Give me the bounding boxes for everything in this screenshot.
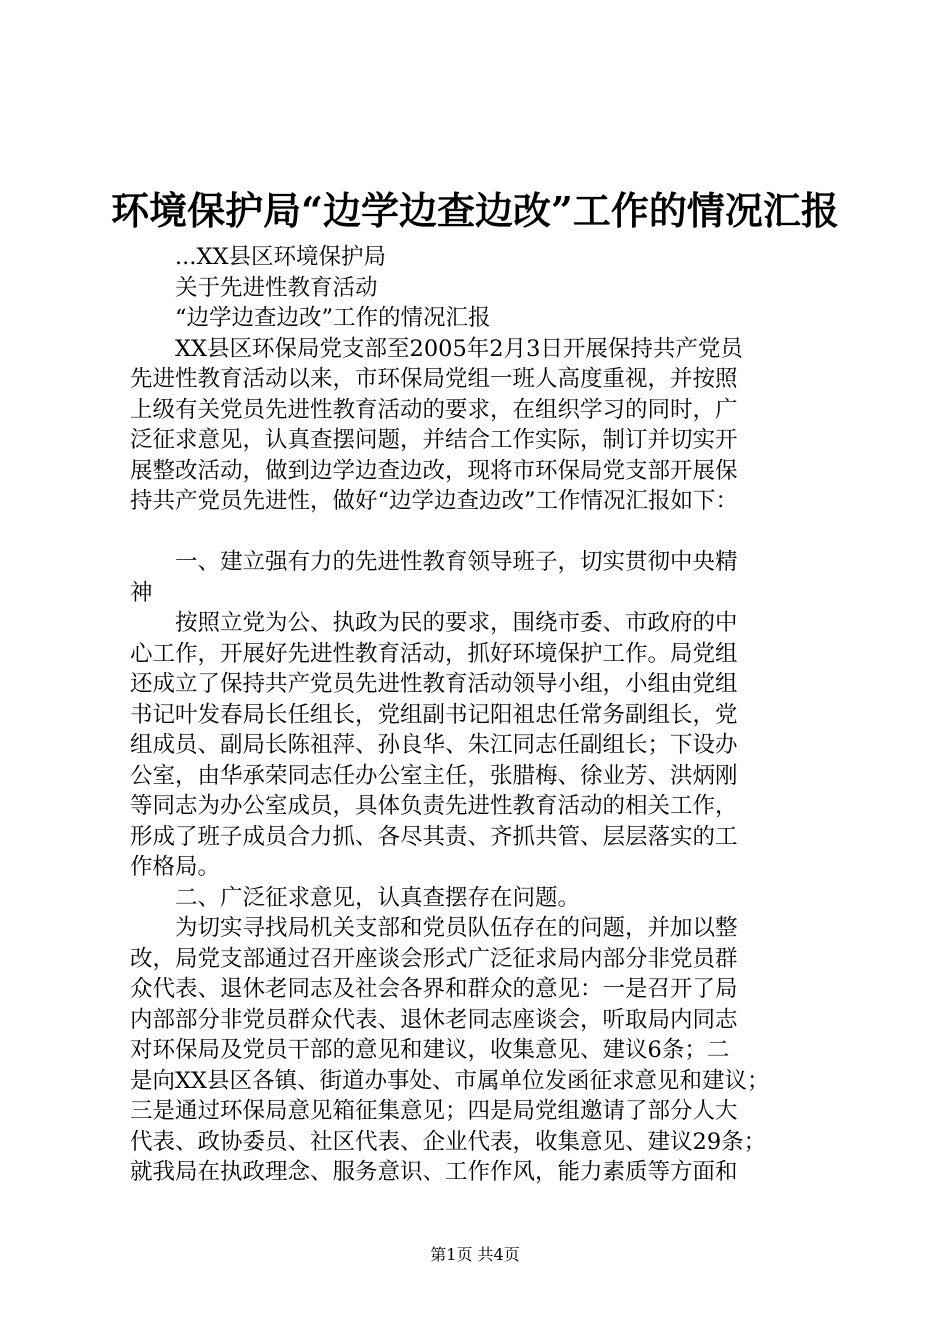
paragraph-line: 众代表、退休老同志及社会各界和群众的意见：一是召开了局: [130, 976, 738, 1002]
paragraph-line: 等同志为办公室成员，具体负责先进性教育活动的相关工作，: [130, 793, 738, 819]
subtitle-line-2: “边学边查边改”工作的情况汇报: [175, 305, 491, 331]
paragraph-line: 改，局党支部通过召开座谈会形式广泛征求局内部分非党员群: [130, 945, 738, 972]
paragraph-line: 先进性教育活动以来，市环保局党组一班人高度重视，并按照: [130, 366, 738, 392]
paragraph-line: 按照立党为公、执政为民的要求，围绕市委、市政府的中: [175, 610, 738, 636]
paragraph-line: 形成了班子成员合力抓、各尽其责、齐抓共管、层层落实的工: [130, 823, 738, 850]
org-name-line: ...XX县区环境保护局: [175, 244, 386, 270]
paragraph-line: 上级有关党员先进性教育活动的要求，在组织学习的同时，广: [130, 396, 738, 423]
paragraph-line: 持共产党员先进性，做好“边学边查边改”工作情况汇报如下：: [130, 488, 739, 514]
paragraph-line: 泛征求意见，认真查摆问题，并结合工作实际，制订并切实开: [130, 427, 738, 453]
paragraph-line: 是向XX县区各镇、街道办事处、市属单位发函征求意见和建议；: [130, 1067, 770, 1094]
document-title: 环境保护局“边学边查边改”工作的情况汇报: [111, 188, 839, 233]
paragraph-line: 心工作，开展好先进性教育活动，抓好环境保护工作。局党组: [130, 640, 738, 667]
page-number-footer: 第1页 共4页: [430, 1245, 520, 1264]
paragraph-line: 公室，由华承荣同志任办公室主任，张腊梅、徐业芳、洪炳刚: [130, 762, 738, 789]
paragraph-line: 代表、政协委员、社区代表、企业代表，收集意见、建议29条；: [130, 1128, 767, 1155]
paragraph-line: 组成员、副局长陈祖萍、孙良华、朱江同志任副组长；下设办: [130, 732, 738, 758]
paragraph-line: 作格局。: [130, 854, 221, 880]
blank-line: [130, 517, 830, 548]
section-heading-1-cont: 神: [130, 579, 153, 606]
section-heading-1: 一、建立强有力的先进性教育领导班子，切实贯彻中央精: [175, 549, 738, 575]
paragraph-line: XX县区环保局党支部至2005年2月3日开展保持共产党员: [175, 335, 743, 362]
paragraph-line: 三是通过环保局意见箱征集意见；四是局党组邀请了部分人大: [130, 1098, 738, 1124]
paragraph-line: 对环保局及党员干部的意见和建议，收集意见、建议6条；二: [130, 1037, 730, 1063]
paragraph-line: 展整改活动，做到边学边查边改，现将市环保局党支部开展保: [130, 457, 738, 484]
document-body: [130, 242, 830, 1188]
paragraph-line: 还成立了保持共产党员先进性教育活动领导小组，小组由党组: [130, 671, 738, 697]
paragraph-line: 内部部分非党员群众代表、退休老同志座谈会，听取局内同志: [130, 1006, 738, 1033]
paragraph-line: 书记叶发春局长任组长，党组副书记阳祖忠任常务副组长，党: [130, 701, 738, 728]
subtitle-line-1: 关于先进性教育活动: [175, 274, 378, 301]
paragraph-line: 为切实寻找局机关支部和党员队伍存在的问题，并加以整: [175, 915, 738, 941]
section-heading-2: 二、广泛征求意见，认真查摆存在问题。: [175, 884, 581, 911]
paragraph-line: 就我局在执政理念、服务意识、工作作风，能力素质等方面和: [130, 1159, 738, 1185]
